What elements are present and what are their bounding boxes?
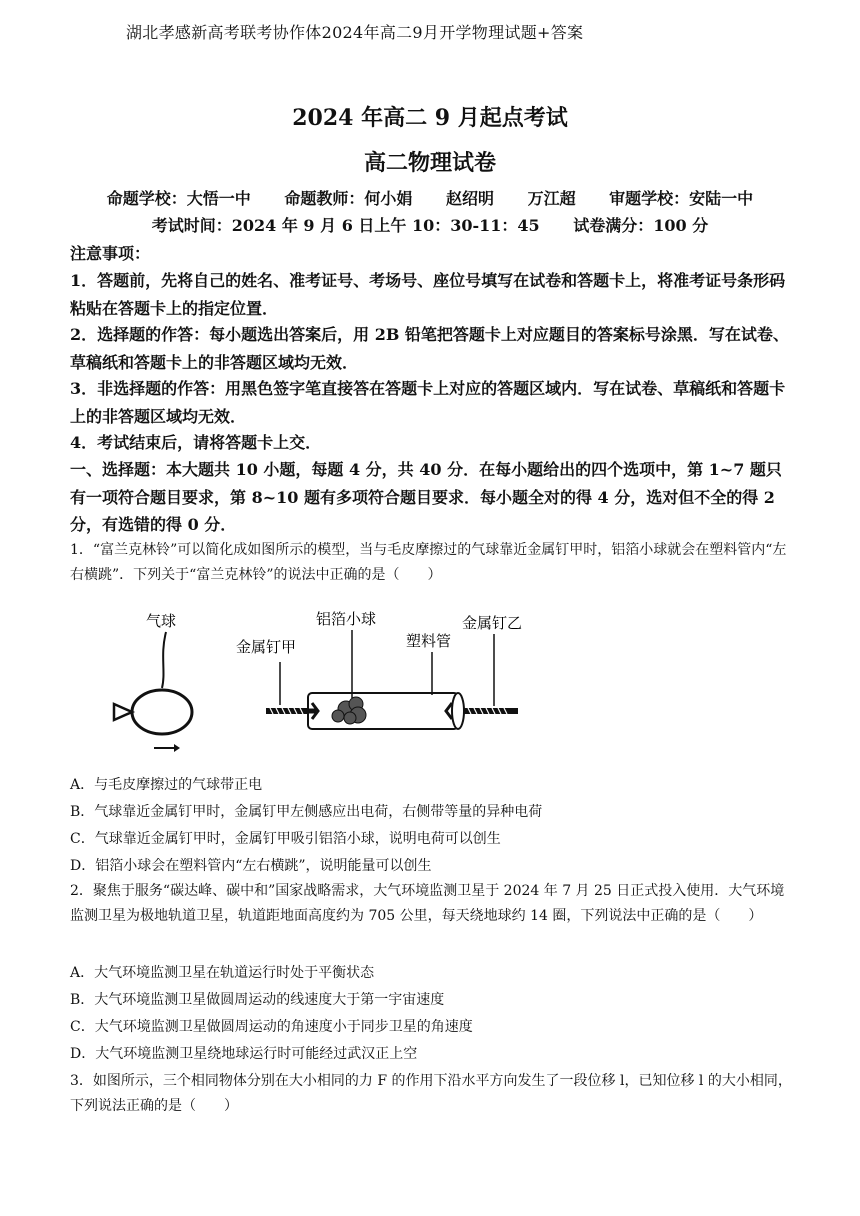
question-1-option-b: B．气球靠近金属钉甲时，金属钉甲左侧感应出电荷，右侧带等量的异种电荷 [70,804,543,820]
notice-item-2: 2．选择题的作答：每小题选出答案后，用 2B 铅笔把答题卡上对应题目的答案标号涂黑．写在试卷、草稿纸和答题卡上的非答题区域均无效． [70,325,789,372]
document-header: 湖北孝感新高考联考协作体2024年高二9月开学物理试题+答案 [126,23,584,42]
meta-teacher: 命题教师：何小娟 [284,189,413,208]
question-1-option-d: D．铝箔小球会在塑料管内“左右横跳”，说明能量可以创生 [70,858,432,874]
balloon-shape [132,690,192,734]
question-1-option-c: C．气球靠近金属钉甲时，金属钉甲吸引铝箔小球，说明电荷可以创生 [70,831,501,847]
meta-reviewer: 审题学校：安陆一中 [609,189,754,208]
question-2-option-b: B．大气环境监测卫星做圆周运动的线速度大于第一宇宙速度 [70,992,445,1008]
question-2-option-a: A．大气环境监测卫星在轨道运行时处于平衡状态 [70,965,375,981]
plastic-tube [308,693,458,729]
label-balloon: 气球 [146,612,177,630]
meta-time: 考试时间：2024 年 9 月 6 日上午 10：30-11：45 [151,216,540,235]
label-nail-b: 金属钉乙 [462,614,523,632]
question-1-option-a: A．与毛皮摩擦过的气球带正电 [70,777,263,793]
franklin-bell-figure [70,600,590,770]
question-2-stem: 2．聚焦于服务“碳达峰、碳中和”国家战略需求，大气环境监测卫星于 2024 年 7 月 25 日正式投入使用．大气环境监测卫星为极地轨道卫星，轨道距地面高度约为 705 公里，每天绕地球约 14 圈，下列说法中正确的是（ ） [70,883,785,924]
exam-meta-authors [0,186,860,209]
question-3-stem: 3．如图所示，三个相同物体分别在大小相同的力 F 的作用下沿水平方向发生了一段位移 l，已知位移 l 的大小相同，下列说法正确的是（ ） [70,1073,792,1114]
notice-item-1: 1．答题前，先将自己的姓名、准考证号、考场号、座位号填写在试卷和答题卡上，将准考证号条形码粘贴在答题卡上的指定位置． [70,271,786,318]
label-foil-ball: 铝箔小球 [316,610,377,628]
meta-school: 命题学校：大悟一中 [106,189,251,208]
meta-teacher-2: 赵绍明 [445,189,494,208]
balloon-string [162,632,166,688]
question-2-option-c: C．大气环境监测卫星做圆周运动的角速度小于同步卫星的角速度 [70,1019,473,1035]
meta-teacher-3: 万江超 [527,189,576,208]
label-nail-a: 金属钉甲 [236,638,297,656]
arrow-head-icon [174,744,180,752]
label-tube: 塑料管 [406,632,452,650]
paper-title: 高二物理试卷 [363,150,496,176]
meta-score: 试卷满分：100 分 [573,216,709,235]
notice-item-4: 4．考试结束后，请将答题卡上交． [70,433,322,452]
section-1-instructions: 一、选择题：本大题共 10 小题，每题 4 分，共 40 分．在每小题给出的四个选项中，第 1~7 题只有一项符合题目要求，第 8~10 题有多项符合题目要求．每小题全对的得 4 分，选对但不全的得 2 分，有选错的得 0 分． [70,460,782,534]
notice-heading: 注意事项： [70,244,151,263]
exam-meta-time [0,213,860,236]
question-1-stem: 1．“富兰克林铃”可以简化成如图所示的模型，当与毛皮摩擦过的气球靠近金属钉甲时，铝箔小球就会在塑料管内“左右横跳”．下列关于“富兰克林铃”的说法中正确的是（ ） [70,542,787,583]
exam-title: 2024 年高二 9 月起点考试 [292,105,568,131]
balloon-knot [114,704,132,720]
notice-item-3: 3．非选择题的作答：用黑色签字笔直接答在答题卡上对应的答题区域内．写在试卷、草稿纸和答题卡上的非答题区域均无效． [70,379,786,426]
question-2-option-d: D．大气环境监测卫星绕地球运行时可能经过武汉正上空 [70,1046,418,1062]
